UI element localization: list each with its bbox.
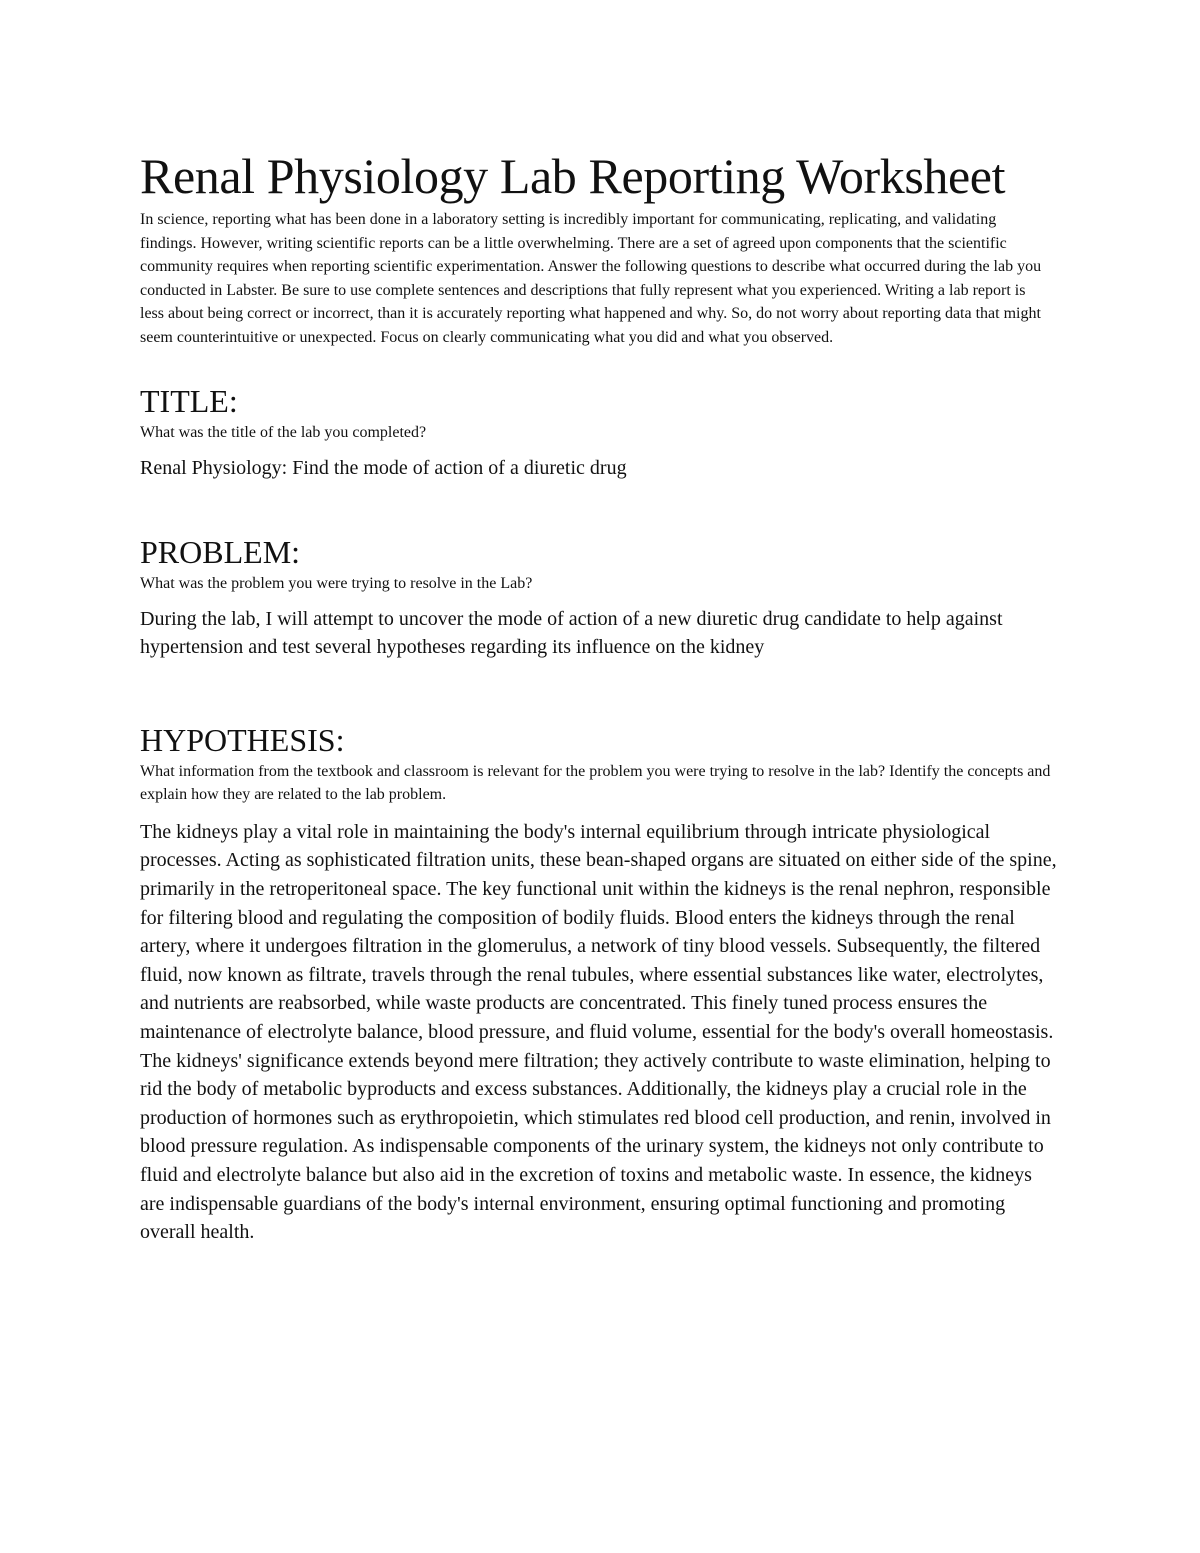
intro-paragraph: In science, reporting what has been done in a laboratory setting is incredibly important for communicating, replicating, and validating findings. However, writing scientific reports can be a little overwhelming. There are a set of agreed upon components that the scientific community requires when reporting scientific experimentation. Answer the following questions to describe what occurred during the lab you conducted in Labster. Be sure to use complete sentences and descriptions that fully represent what you experienced. Writing a lab report is less about being correct or incorrect, than it is accurately reporting what happened and why. So, do not worry about reporting data that might seem counterintuitive or unexpected. Focus on clearly communicating what you did and what you observed. (140, 211, 1042, 346)
problem-answer: During the lab, I will attempt to uncover the mode of action of a new diuretic drug candidate to help against hypertension and test several hypotheses regarding its influence on the kidney (140, 607, 1003, 659)
hypothesis-prompt: What information from the textbook and classroom is relevant for the problem you were trying to resolve in the lab? Identify the concepts and explain how they are related to the lab problem. (140, 762, 1051, 803)
hypothesis-heading: HYPOTHESIS: (140, 721, 345, 758)
problem-section (140, 534, 1060, 662)
problem-prompt: What was the problem you were trying to resolve in the Lab? (140, 574, 533, 592)
document-title: Renal Physiology Lab Reporting Worksheet (140, 148, 1006, 204)
title-answer: Renal Physiology: Find the mode of action of a diuretic drug (140, 457, 627, 479)
title-heading: TITLE: (140, 383, 238, 419)
title-prompt: What was the title of the lab you completed? (140, 424, 427, 441)
document-body (140, 146, 1060, 1247)
hypothesis-answer: The kidneys play a vital role in maintaining the body's internal equilibrium through intricate physiological processes. Acting as sophisticated filtration units, these bean-shaped organs are situated on either side of the spine, primarily in the retroperitoneal space. The key functional unit within the kidneys is the renal nephron, responsible for filtering blood and regulating the composition of bodily fluids. Blood enters the kidneys through the renal artery, where it undergoes filtration in the glomerulus, a network of tiny blood vessels. Subsequently, the filtered fluid, now known as filtrate, travels through the renal tubules, where essential substances like water, electrolytes, and nutrients are reabsorbed, while waste products are concentrated. This finely tuned process ensures the maintenance of electrolyte balance, blood pressure, and fluid volume, essential for the body's overall homeostasis. The kidneys' significance extends beyond mere filtration; they actively contribute to waste elimination, helping to rid the body of metabolic byproducts and excess substances. Additionally, the kidneys play a crucial role in the production of hormones such as erythropoietin, which stimulates red blood cell production, and renin, involved in blood pressure regulation. As indispensable components of the urinary system, the kidneys not only contribute to fluid and electrolyte balance but also aid in the excretion of toxins and metabolic waste. In essence, the kidneys are indispensable guardians of the body's internal environment, ensuring optimal functioning and promoting overall health. (140, 820, 1057, 1244)
hypothesis-section (140, 722, 1060, 1247)
title-section (140, 383, 1060, 483)
problem-heading: PROBLEM: (140, 533, 301, 570)
